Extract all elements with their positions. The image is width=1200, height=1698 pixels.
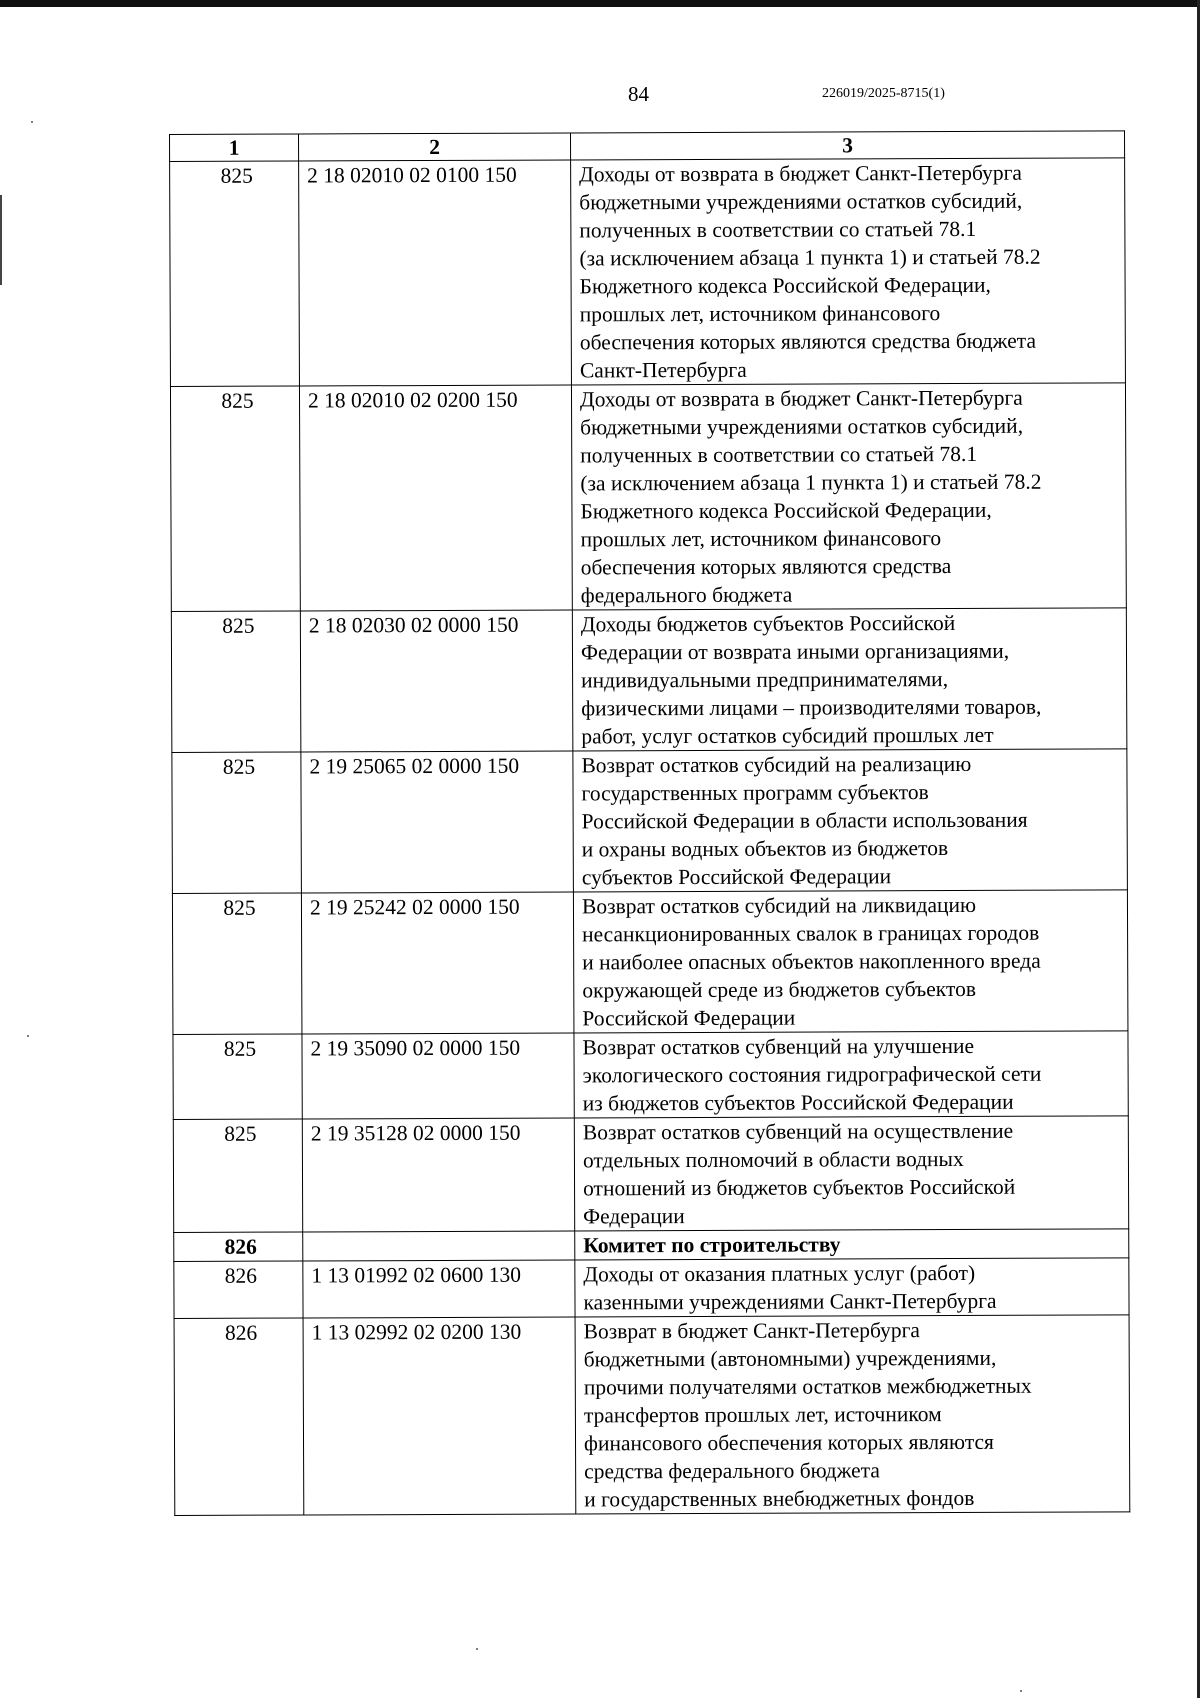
scan-speck <box>31 121 33 123</box>
description-line: субъектов Российской Федерации <box>581 864 892 890</box>
description-cell <box>575 1229 1129 1260</box>
description-line: окружающей среде из бюджетов субъектов <box>582 976 977 1003</box>
budget-class-code-cell: 2 19 35090 02 0000 150 <box>302 1033 574 1119</box>
table-row <box>170 383 1126 612</box>
table-row <box>174 1315 1130 1516</box>
table-row <box>170 158 1126 387</box>
budget-class-code-cell: 2 18 02030 02 0000 150 <box>300 610 573 752</box>
table-body <box>170 131 1130 1516</box>
description-line: казенными учреждениями Санкт-Петербурга <box>583 1288 997 1315</box>
scan-border-left <box>0 195 2 285</box>
budget-class-code-cell: 2 18 02010 02 0200 150 <box>299 385 572 611</box>
budget-class-code-cell: 2 18 02010 02 0100 150 <box>299 160 572 386</box>
description-line: Федерации от возврата иными организациями, <box>580 638 1010 665</box>
description-line: отдельных полномочий в области водных <box>582 1146 964 1173</box>
description-line: Доходы бюджетов субъектов Российской <box>580 610 956 637</box>
description-cell <box>571 158 1126 385</box>
description-line: обеспечения которых являются средства <box>580 553 952 580</box>
description-line: федерального бюджета <box>580 582 793 608</box>
description-line: из бюджетов субъектов Российской Федерации <box>582 1089 1014 1116</box>
scan-speck <box>27 1035 29 1037</box>
description-line: экологического состояния гидрографической сети <box>582 1061 1042 1088</box>
table-row <box>174 1258 1129 1319</box>
description-cell <box>571 383 1126 610</box>
table-row <box>173 1116 1128 1233</box>
budget-class-code-cell <box>303 1231 575 1261</box>
column-header-1: 1 <box>170 134 299 161</box>
description-line: индивидуальными предпринимателями, <box>581 667 949 693</box>
description-line: трансфертов прошлых лет, источником <box>583 1402 942 1428</box>
document-id: 226019/2025-8715(1) <box>822 86 945 101</box>
description-line: прошлых лет, источником финансового <box>580 526 942 552</box>
description-line: отношений из бюджетов субъектов Российской <box>583 1174 1016 1201</box>
admin-code-cell: 825 <box>170 386 300 611</box>
description-line: полученных в соответствии со статьей 78.1 <box>580 441 978 468</box>
section-row <box>174 1229 1129 1262</box>
admin-code-cell: 825 <box>172 752 302 893</box>
budget-class-code-cell: 2 19 35128 02 0000 150 <box>302 1118 574 1232</box>
description-line: бюджетными (автономными) учреждениями, <box>583 1345 997 1372</box>
admin-code-cell: 826 <box>174 1261 303 1318</box>
description-line: Возврат остатков субвенций на осуществление <box>582 1118 1014 1145</box>
description-line: государственных программ субъектов <box>581 780 929 806</box>
admin-code-cell: 826 <box>174 1232 303 1261</box>
description-line: Возврат остатков субсидий на реализацию <box>581 751 972 778</box>
description-line: Возврат в бюджет Санкт-Петербурга <box>583 1318 921 1344</box>
description-line: Федерации <box>583 1204 685 1229</box>
description-line: средства федерального бюджета <box>584 1458 880 1484</box>
description-line: (за исключением абзаца 1 пункта 1) и статьей 78.2 <box>579 244 1041 271</box>
description-line: Российской Федерации <box>582 1005 796 1031</box>
budget-class-code-cell: 1 13 02992 02 0200 130 <box>303 1317 576 1515</box>
admin-code-cell: 825 <box>172 893 302 1034</box>
admin-code-cell: 826 <box>174 1318 304 1515</box>
description-line: Бюджетного кодекса Российской Федерации, <box>579 272 991 299</box>
scan-speck <box>1020 1690 1022 1692</box>
description-line: обеспечения которых являются средства бюджета <box>579 328 1037 355</box>
description-cell <box>574 1031 1128 1118</box>
description-line: бюджетными учреждениями остатков субсидий, <box>580 413 1024 440</box>
description-cell <box>573 890 1128 1033</box>
admin-code-cell: 825 <box>173 1034 302 1119</box>
description-line: Российской Федерации в области использования <box>581 807 1028 834</box>
admin-code-cell: 825 <box>173 1119 302 1232</box>
admin-code-cell: 825 <box>171 611 301 752</box>
scan-speck <box>476 1648 478 1650</box>
column-header-3: 3 <box>570 131 1124 160</box>
description-line: Возврат остатков субвенций на улучшение <box>582 1033 975 1060</box>
description-line: Возврат остатков субсидий на ликвидацию <box>581 892 977 919</box>
description-line: Доходы от возврата в бюджет Санкт-Петербурга <box>579 385 1023 412</box>
table-row <box>171 608 1127 753</box>
description-line: Доходы от оказания платных услуг (работ) <box>583 1260 976 1287</box>
budget-class-code-cell: 1 13 01992 02 0600 130 <box>303 1260 575 1318</box>
table-row <box>172 890 1128 1035</box>
admin-code-cell: 825 <box>170 161 300 386</box>
description-line: бюджетными учреждениями остатков субсидий, <box>579 188 1023 215</box>
budget-class-code-cell: 2 19 25065 02 0000 150 <box>301 751 574 893</box>
description-line: прочими получателями остатков межбюджетных <box>583 1373 1032 1400</box>
column-header-2: 2 <box>299 133 571 161</box>
description-line: Бюджетного кодекса Российской Федерации, <box>580 497 992 524</box>
description-line: и наиболее опасных объектов накопленного вреда <box>582 948 1041 975</box>
description-cell <box>572 608 1127 751</box>
description-line: Доходы от возврата в бюджет Санкт-Петербурга <box>579 160 1022 187</box>
description-line: и охраны водных объектов из бюджетов <box>581 836 949 862</box>
table-row <box>172 749 1128 894</box>
description-line: полученных в соответствии со статьей 78.1 <box>579 216 977 243</box>
scan-border-top <box>0 0 1200 7</box>
description-line: Санкт-Петербурга <box>579 357 747 383</box>
description-cell <box>573 749 1128 892</box>
description-line: финансового обеспечения которых являются <box>583 1429 994 1456</box>
budget-class-code-cell: 2 19 25242 02 0000 150 <box>301 892 574 1034</box>
description-line: Комитет по строительству <box>583 1232 841 1258</box>
description-line: прошлых лет, источником финансового <box>579 301 941 327</box>
table-row <box>173 1031 1128 1120</box>
description-line: работ, услуг остатков субсидий прошлых лет <box>581 722 994 749</box>
page-number: 84 <box>628 82 649 106</box>
description-cell <box>575 1258 1129 1317</box>
description-line: и государственных внебюджетных фондов <box>584 1485 975 1512</box>
table-header-row <box>170 131 1125 162</box>
description-cell <box>575 1315 1130 1514</box>
description-cell <box>574 1116 1128 1231</box>
budget-codes-table <box>169 130 1130 1516</box>
description-line: физическими лицами – производителями товаров, <box>581 694 1042 721</box>
description-line: (за исключением абзаца 1 пункта 1) и статьей 78.2 <box>580 469 1042 496</box>
description-line: несанкционированных свалок в границах городов <box>582 920 1040 947</box>
